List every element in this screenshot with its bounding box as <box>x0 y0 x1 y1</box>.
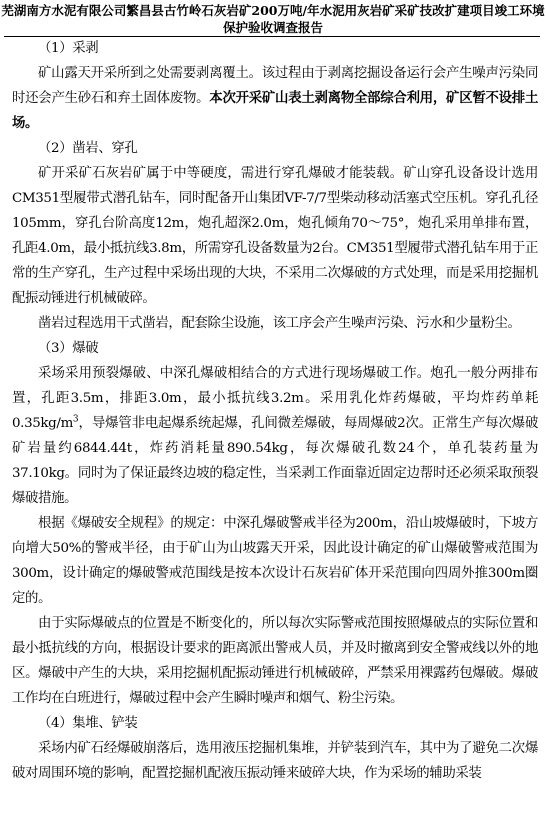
paragraph-drilling-equipment: 矿开采矿石灰岩矿属于中等硬度，需进行穿孔爆破才能装载。矿山穿孔设备设计选用CM351型履带式潜孔钻车，同时配备开山集团VF-7/7型柴动移动活塞式空压机。穿孔孔径105mm，穿孔台阶高度12m，炮孔超深2.0m，炮孔倾角70～75°，炮孔采用单排布置，孔距4.0m，最小抵抗线3.8m，所需穿孔设备数量为2台。CM351型履带式潜孔钻车用于正常的生产穿孔，生产过程中采场出现的大块，不采用二次爆破的方式处理，而是采用挖掘机配振动锤进行机械破碎。 <box>12 166 538 306</box>
section-heading-drilling: （2）凿岩、穿孔 <box>38 141 138 156</box>
paragraph-blasting-warning: 由于实际爆破点的位置是不断变化的，所以每次实际警戒范围按照爆破点的实际位置和最小抵抗线的方向，根据设计要求的距离派出警戒人员，并及时撤离到安全警戒线以外的地区。爆破中产生的大块，采用挖掘机配振动锤进行机械破碎，严禁采用裸露药包爆破。爆破工作均在白班进行，爆破过程中会产生瞬时噪声和烟气、粉尘污染。 <box>12 616 538 706</box>
paragraph-stripping-bold-text: 本次开采矿山表土剥离物全部综合利用，矿区暂不设排土场。 <box>12 90 539 131</box>
paragraph-loading: 采场内矿石经爆破崩落后，选用液压挖掘机集堆，并铲装到汽车，其中为了避免二次爆破对周围环境的影响，配置挖掘机配液压振动锤来破碎大块，作为采场的辅助采装 <box>12 741 538 781</box>
paragraph-stripping <box>12 61 538 136</box>
superscript-cubic: 3 <box>72 414 79 425</box>
document-body <box>12 36 538 786</box>
paragraph-stripping-text: 矿山露天开采所到之处需要剥离覆土。该过程由于剥离挖掘设备运行会产生噪声污染同时还会产生砂石和弃土固体废物。 <box>12 66 538 106</box>
paragraph-blasting-method <box>12 361 538 511</box>
blasting-text-a: 采场采用预裂爆破、中深孔爆破相结合的方式进行现场爆破工作。炮孔一般分两排布置，孔距3.5m，排距3.0m，最小抵抗线3.2m。采用乳化炸药爆破，平均炸药单耗0.35kg/m <box>12 366 538 431</box>
header-line-2: 保护验收调查报告 <box>222 20 323 35</box>
section-heading-loading: （4）集堆、铲装 <box>38 716 138 731</box>
page-header <box>0 2 546 36</box>
section-heading-blasting: （3）爆破 <box>38 341 99 356</box>
paragraph-drilling-dust: 凿岩过程选用干式凿岩，配套除尘设施，该工序会产生噪声污染、污水和少量粉尘。 <box>38 316 521 331</box>
header-line-1: 芜湖南方水泥有限公司繁昌县古竹岭石灰岩矿200万吨/年水泥用灰岩矿采矿技改扩建项目竣工环境 <box>1 3 545 18</box>
blasting-text-b: ，导爆管非电起爆系统起爆，孔间微差爆破，每周爆破2次。正常生产每次爆破矿岩量约6844.44t，炸药消耗量890.54kg，每次爆破孔数24个，单孔装药量为37.10kg。同时为了保证最终边坡的稳定性，当采剥工作面靠近固定边帮时还必须采取预裂爆破措施。 <box>12 416 538 506</box>
paragraph-blasting-safety-range: 根据《爆破安全规程》的规定：中深孔爆破警戒半径为200m，沿山坡爆破时，下坡方向增大50%的警戒半径，由于矿山为山坡露天开采，因此设计确定的矿山爆破警戒范围为300m，设计确定的爆破警戒范围线是按本次设计石灰岩矿体开采范围向四周外推300m圈定的。 <box>12 516 538 606</box>
section-heading-stripping: （1）采剥 <box>38 41 99 56</box>
